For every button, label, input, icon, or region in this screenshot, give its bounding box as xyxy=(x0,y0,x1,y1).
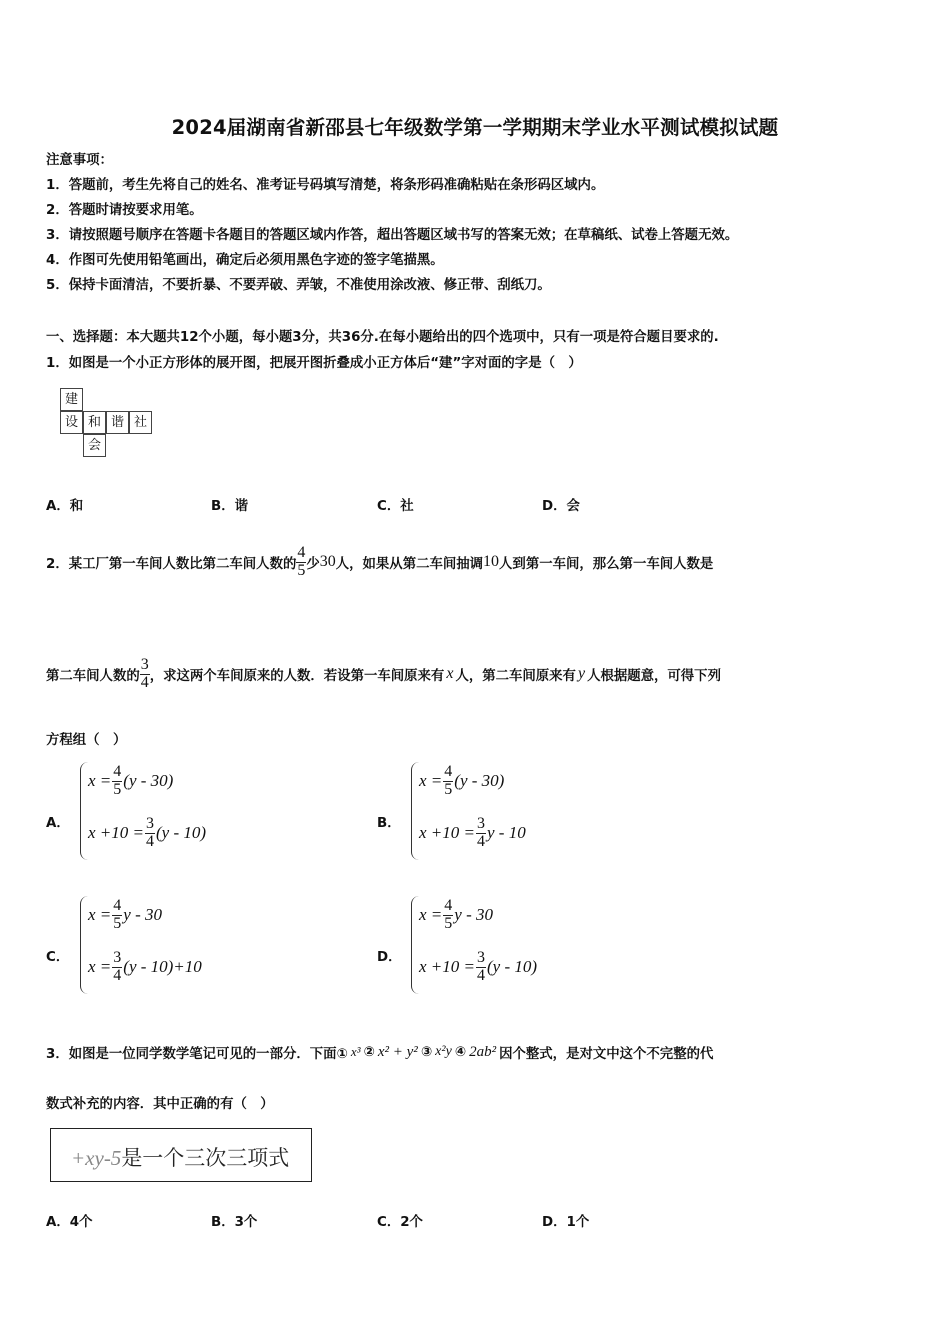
question-2-line-3: 方程组（ ） xyxy=(46,733,127,748)
notebook-excerpt xyxy=(50,1128,312,1182)
cube-net-figure xyxy=(60,388,160,460)
notice-item: 5．保持卡面清洁，不要折暴、不要弄破、弄皱，不准使用涂改液、修正带、刮纸刀。 xyxy=(46,278,551,293)
question-2-line-1: 2．某工厂第一车间人数比第二车间人数的 $\frac{4}{5}$ 少 30 人，如果从第二车间抽调 10 人到第一车间，那么第一车间人数是 xyxy=(46,543,714,579)
net-cell: 设 xyxy=(60,411,83,434)
q3-option-b[interactable]: B．3个 xyxy=(211,1215,258,1230)
q3-option-d[interactable]: D．1个 xyxy=(542,1215,590,1230)
equation-row: x = $\frac{4}{5}$ y - 30 xyxy=(88,897,162,932)
q1-option-a[interactable]: A．和 xyxy=(46,499,84,514)
notice-item: 3．请按照题号顺序在答题卡各题目的答题区域内作答，超出答题区域书写的答案无效；在草稿纸、试卷上答题无效。 xyxy=(46,228,739,243)
notice-item: 4．作图可先使用铅笔画出，确定后必须用黑色字迹的签字笔描黑。 xyxy=(46,253,444,268)
notice-heading: 注意事项： xyxy=(46,153,113,168)
q2-option-d-label[interactable]: D． xyxy=(377,950,402,965)
equation-row: x = $\frac{4}{5}$ y - 30 xyxy=(419,897,493,932)
net-cell: 社 xyxy=(129,411,152,434)
q2-option-b-label[interactable]: B． xyxy=(377,816,401,831)
equation-row: x +10 = $\frac{3}{4}$ y - 10 xyxy=(419,815,526,850)
q3-option-c[interactable]: C．2个 xyxy=(377,1215,423,1230)
question-3-line-2: 数式补充的内容．其中正确的有（ ） xyxy=(46,1097,274,1112)
notebook-text: +xy-5是一个三次三项式 xyxy=(71,1146,290,1170)
fraction: $\frac{4}{5}$ xyxy=(297,543,306,579)
equation-row: x +10 = $\frac{3}{4}$ (y - 10) xyxy=(419,949,538,984)
section-heading: 一、选择题：本大题共12个小题，每小题3分，共36分.在每小题给出的四个选项中，只有一项是符合题目要求的. xyxy=(46,330,719,345)
equation-row: x +10 = $\frac{3}{4}$ (y - 10) xyxy=(88,815,207,850)
question-2-line-2: 第二车间人数的 $\frac{3}{4}$ ，求这两个车间原来的人数．若设第一车间原来有 x 人，第二车间原来有 y 人根据题意，可得下列 xyxy=(46,655,721,691)
q1-option-b[interactable]: B．谐 xyxy=(211,499,248,514)
question-1-stem: 1．如图是一个小正方形体的展开图，把展开图折叠成小正方体后“建”字对面的字是（ ） xyxy=(46,356,582,371)
q1-option-c[interactable]: C．社 xyxy=(377,499,414,514)
q2-option-a-label[interactable]: A． xyxy=(46,816,70,831)
equation-row: x = $\frac{4}{5}$ (y - 30) xyxy=(88,763,174,798)
net-cell: 建 xyxy=(60,388,83,411)
q3-option-a[interactable]: A．4个 xyxy=(46,1215,93,1230)
net-cell: 和 xyxy=(83,411,106,434)
question-3-line-1: 3．如图是一位同学数学笔记可见的一部分．下面① x³ ② x² + y² ③ x²y ④ 2ab² 因个整式，是对文中这个不完整的代 xyxy=(46,1043,714,1062)
page-title: 2024届湖南省新邵县七年级数学第一学期期末学业水平测试模拟试题 xyxy=(171,116,779,139)
notice-item: 1．答题前，考生先将自己的姓名、准考证号码填写清楚，将条形码准确粘贴在条形码区域内。 xyxy=(46,178,605,193)
net-cell: 谐 xyxy=(106,411,129,434)
notice-item: 2．答题时请按要求用笔。 xyxy=(46,203,203,218)
fraction: $\frac{3}{4}$ xyxy=(140,655,149,691)
equation-row: x = $\frac{3}{4}$ (y - 10)+10 xyxy=(88,949,202,984)
q2-option-c-label[interactable]: C． xyxy=(46,950,70,965)
q1-option-d[interactable]: D．会 xyxy=(542,499,580,514)
net-cell: 会 xyxy=(83,434,106,457)
equation-row: x = $\frac{4}{5}$ (y - 30) xyxy=(419,763,505,798)
